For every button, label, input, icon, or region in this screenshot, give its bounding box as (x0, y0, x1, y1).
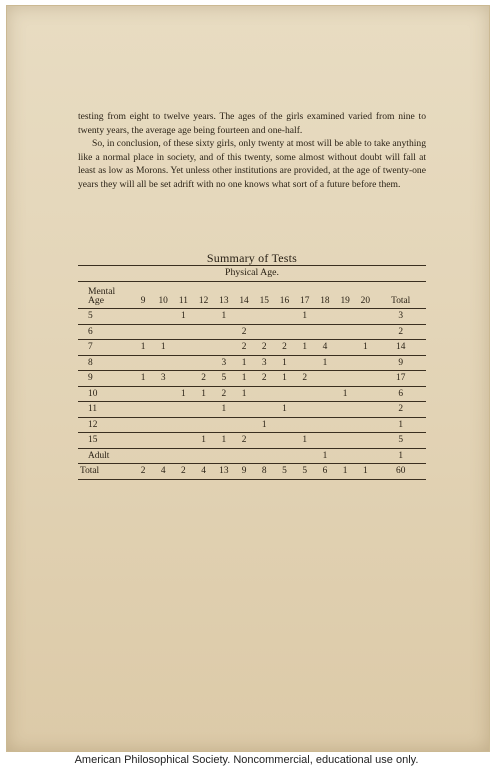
table-cell (335, 309, 355, 325)
row-total: 1 (375, 417, 426, 433)
body-text (78, 110, 426, 192)
table-cell: 1 (133, 371, 153, 387)
row-total: 6 (375, 386, 426, 402)
table-cell (274, 324, 294, 340)
table-cell (254, 324, 274, 340)
copyright-footer: American Philosophical Society. Noncommercial, educational use only. (74, 754, 419, 766)
table-cell: 2 (234, 324, 254, 340)
table-cell: 1 (234, 355, 254, 371)
table-cell: 1 (295, 340, 315, 356)
table-cell: 1 (295, 309, 315, 325)
row-total: 17 (375, 371, 426, 387)
column-header-age-9: 9 (140, 296, 146, 306)
column-header-age-11: 11 (178, 296, 188, 306)
column-header-age-18: 18 (320, 296, 330, 306)
table-cell (234, 448, 254, 464)
table-cell (254, 448, 274, 464)
table-cell (193, 355, 213, 371)
table-cell (355, 309, 375, 325)
table-cell (355, 355, 375, 371)
row-total: 5 (375, 433, 426, 449)
table-cell: 4 (153, 464, 173, 480)
row-label: Adult (78, 448, 133, 464)
table-cell: 2 (173, 464, 193, 480)
mental-age-header: Mental Age (88, 285, 116, 307)
column-header-age-13: 13 (219, 296, 229, 306)
row-total: 1 (375, 448, 426, 464)
table-cell (193, 340, 213, 356)
table-cell: 2 (214, 386, 234, 402)
table-cell (295, 324, 315, 340)
table-cell: 1 (214, 402, 234, 418)
table-cell (355, 417, 375, 433)
table-cell (133, 355, 153, 371)
table-cell: 1 (173, 386, 193, 402)
table-cell (234, 309, 254, 325)
table-cell (193, 309, 213, 325)
row-total: 3 (375, 309, 426, 325)
table-cell: 1 (335, 386, 355, 402)
table-cell (133, 448, 153, 464)
table-cell (173, 448, 193, 464)
column-header-age-10: 10 (158, 296, 168, 306)
table-cell (355, 402, 375, 418)
table-cell (214, 340, 234, 356)
table-cell (335, 340, 355, 356)
table-cell (133, 402, 153, 418)
row-label: 8 (78, 355, 133, 371)
table-title: Summary of Tests (206, 251, 298, 265)
table-cell (214, 448, 234, 464)
table-row (78, 371, 426, 387)
table-cell (193, 448, 213, 464)
table-cell (355, 324, 375, 340)
table-cell: 5 (295, 464, 315, 480)
table-cell (173, 355, 193, 371)
table-cell: 6 (315, 464, 335, 480)
table-cell (355, 433, 375, 449)
column-header-total: Total (391, 296, 411, 306)
row-label: 6 (78, 324, 133, 340)
table-cell (234, 417, 254, 433)
table-cell: 4 (193, 464, 213, 480)
table-cell (193, 417, 213, 433)
table-cell (295, 355, 315, 371)
table-cell (173, 340, 193, 356)
row-total: 2 (375, 324, 426, 340)
row-total: 14 (375, 340, 426, 356)
table-cell (274, 417, 294, 433)
paragraph-2: So, in conclusion, of these sixty girls, only twenty at most will be able to take anything like a normal place in society, and of this twenty, some almost without doubt will fall at least as low as Morons. Yet unless other institutions are provided, at the age of twenty-one years they will all be set adrift with no one knows what sort of a future before them. (78, 138, 426, 190)
column-header-age-20: 20 (360, 296, 371, 306)
table-cell (355, 371, 375, 387)
table-cell (133, 386, 153, 402)
table-cell: 13 (214, 464, 234, 480)
table-cell (153, 402, 173, 418)
table-cell (254, 402, 274, 418)
table-row (78, 324, 426, 340)
table-cell (153, 324, 173, 340)
table-cell: 2 (254, 371, 274, 387)
table-cell (254, 386, 274, 402)
row-label: Total (78, 464, 133, 480)
table-cell: 1 (193, 433, 213, 449)
table-cell: 3 (214, 355, 234, 371)
table-cell: 3 (254, 355, 274, 371)
table-cell: 2 (133, 464, 153, 480)
table-cell: 2 (234, 340, 254, 356)
table-row (78, 386, 426, 402)
table-cell (234, 402, 254, 418)
table-cell: 1 (193, 386, 213, 402)
table-cell (315, 386, 335, 402)
row-label: 15 (78, 433, 133, 449)
table-cell (173, 371, 193, 387)
table-cell (335, 417, 355, 433)
table-cell: 2 (193, 371, 213, 387)
table-row (78, 433, 426, 449)
table-cell (214, 324, 234, 340)
table-cell (355, 386, 375, 402)
table-cell (193, 324, 213, 340)
table-cell (173, 402, 193, 418)
table-cell (335, 402, 355, 418)
table-cell: 1 (295, 433, 315, 449)
table-cell (254, 433, 274, 449)
column-header-age-19: 19 (340, 296, 350, 306)
column-header-age-14: 14 (239, 296, 249, 306)
table-cell: 5 (274, 464, 294, 480)
physical-age-header: Physical Age. (78, 266, 426, 282)
row-label: 12 (78, 417, 133, 433)
table-cell: 2 (254, 340, 274, 356)
table-cell (173, 433, 193, 449)
summary-table-container (78, 265, 426, 480)
table-cell: 1 (133, 340, 153, 356)
table-cell (295, 402, 315, 418)
column-header-age-15: 15 (259, 296, 269, 306)
table-row (78, 448, 426, 464)
table-cell: 1 (315, 355, 335, 371)
table-cell (274, 448, 294, 464)
table-cell: 2 (274, 340, 294, 356)
table-cell: 1 (355, 464, 375, 480)
table-cell (315, 402, 335, 418)
table-cell (335, 448, 355, 464)
table-cell (133, 309, 153, 325)
table-row (78, 402, 426, 418)
table-cell (295, 448, 315, 464)
table-cell (254, 309, 274, 325)
row-label: 10 (78, 386, 133, 402)
table-row (78, 355, 426, 371)
table-cell: 4 (315, 340, 335, 356)
table-cell (153, 417, 173, 433)
table-cell: 2 (295, 371, 315, 387)
table-cell: 5 (214, 371, 234, 387)
row-label: 7 (78, 340, 133, 356)
summary-table (78, 265, 426, 480)
table-cell (295, 417, 315, 433)
table-cell: 8 (254, 464, 274, 480)
table-cell: 3 (153, 371, 173, 387)
row-label: 5 (78, 309, 133, 325)
table-cell (295, 386, 315, 402)
column-header-row (78, 282, 426, 309)
column-header-age-17: 17 (300, 296, 310, 306)
table-cell (335, 433, 355, 449)
table-cell (315, 309, 335, 325)
table-cell (335, 324, 355, 340)
table-cell (173, 324, 193, 340)
table-cell (193, 402, 213, 418)
row-total: 60 (375, 464, 426, 480)
table-cell (173, 417, 193, 433)
table-cell (214, 417, 234, 433)
table-row (78, 340, 426, 356)
column-header-age-16: 16 (279, 296, 290, 306)
row-label: 9 (78, 371, 133, 387)
table-cell: 1 (274, 371, 294, 387)
table-cell: 1 (234, 371, 254, 387)
row-total: 9 (375, 355, 426, 371)
table-cell (315, 417, 335, 433)
table-body (78, 309, 426, 480)
table-cell (133, 324, 153, 340)
table-cell (153, 448, 173, 464)
table-cell (274, 433, 294, 449)
table-cell: 1 (355, 340, 375, 356)
table-cell: 1 (274, 355, 294, 371)
table-cell (133, 433, 153, 449)
table-cell (315, 324, 335, 340)
table-cell: 1 (214, 309, 234, 325)
table-cell (335, 371, 355, 387)
total-row (78, 464, 426, 480)
row-total: 2 (375, 402, 426, 418)
table-cell: 1 (335, 464, 355, 480)
table-cell (153, 355, 173, 371)
table-cell (153, 309, 173, 325)
table-cell (133, 417, 153, 433)
table-cell: 1 (254, 417, 274, 433)
table-cell: 1 (274, 402, 294, 418)
table-cell: 1 (315, 448, 335, 464)
table-cell: 1 (173, 309, 193, 325)
table-cell (335, 355, 355, 371)
table-cell (315, 371, 335, 387)
table-cell (274, 309, 294, 325)
table-row (78, 417, 426, 433)
table-cell: 1 (214, 433, 234, 449)
table-cell (153, 433, 173, 449)
table-row (78, 309, 426, 325)
physical-age-header-row (78, 266, 426, 282)
table-cell: 1 (234, 386, 254, 402)
paragraph-1: testing from eight to twelve years. The ages of the girls examined varied from nine to twenty years, the average age being fourteen and one-half. (78, 111, 426, 136)
table-cell: 1 (153, 340, 173, 356)
table-cell (274, 386, 294, 402)
table-cell: 9 (234, 464, 254, 480)
row-label: 11 (78, 402, 133, 418)
column-header-age-12: 12 (198, 296, 209, 306)
table-cell (315, 433, 335, 449)
table-cell: 2 (234, 433, 254, 449)
table-cell (153, 386, 173, 402)
table-cell (355, 448, 375, 464)
